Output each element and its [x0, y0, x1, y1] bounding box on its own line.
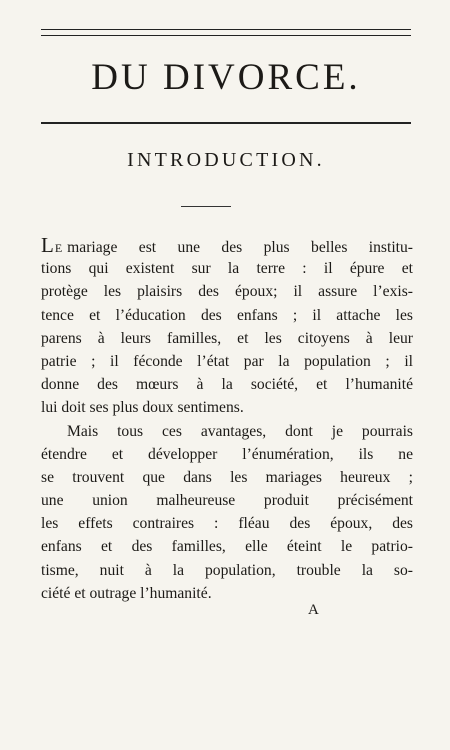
signature-mark: A [308, 602, 319, 618]
text-line [41, 234, 413, 257]
text-line: tence et l’éducation des enfans ; il attache les [41, 306, 413, 324]
text-line: lui doit ses plus doux sentimens. [41, 399, 244, 417]
text-line: enfans et des familles, elle éteint le patrio- [41, 538, 413, 556]
text-line: parens à leurs familles, et les citoyens à leur [41, 329, 413, 347]
text-line: patrie ; il féconde l’état par la population ; il [41, 352, 413, 370]
small-capital: E [54, 241, 64, 255]
text-line: ciété et outrage l’humanité. [41, 584, 212, 602]
section-separator-rule [181, 206, 231, 207]
section-title: INTRODUCTION. [127, 149, 325, 171]
body-text [41, 234, 413, 605]
text-line: donne des mœurs à la société, et l’humanité [41, 376, 413, 394]
top-double-rule-lower [41, 35, 411, 36]
text-line: une union malheureuse produit précisément [41, 492, 413, 510]
text-line: se trouvent que dans les mariages heureux ; [41, 468, 413, 486]
text-line: protège les plaisirs des époux; il assure l’exis- [41, 283, 413, 301]
text-line: étendre et développer l’énumération, ils ne [41, 445, 413, 463]
text-line: Mais tous ces avantages, dont je pourrais [67, 422, 413, 440]
drop-initial: L [41, 233, 55, 257]
top-double-rule-upper [41, 29, 411, 30]
line-text: mariage est une des plus belles institu- [67, 239, 413, 256]
title-rule [41, 122, 411, 124]
main-title: DU DIVORCE. [91, 57, 361, 98]
text-line: tisme, nuit à la population, trouble la so- [41, 561, 413, 579]
text-line: les effets contraires : fléau des époux, des [41, 515, 413, 533]
text-line: tions qui existent sur la terre : il épure et [41, 260, 413, 278]
